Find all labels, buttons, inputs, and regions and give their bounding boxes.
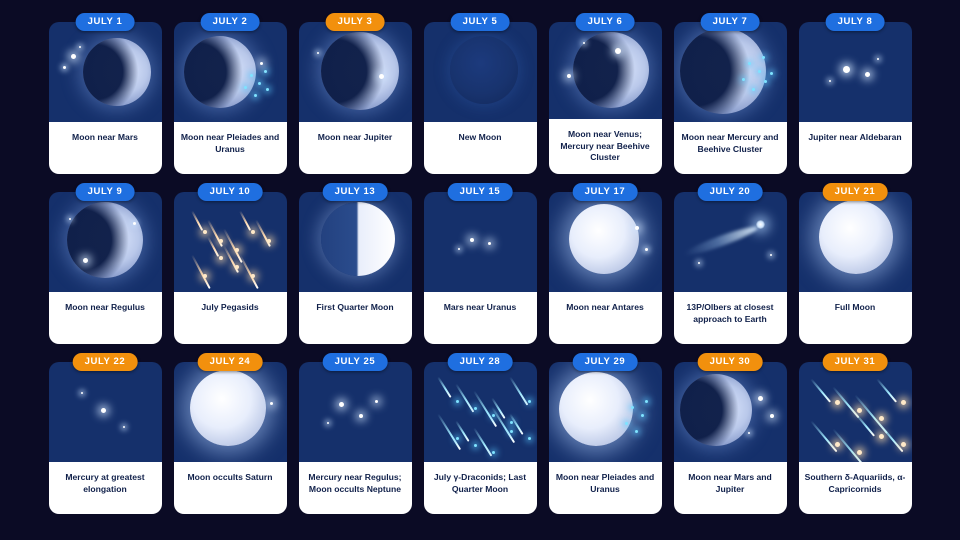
event-illustration — [299, 192, 412, 292]
event-illustration — [424, 362, 537, 462]
glowdot-shape — [857, 408, 862, 413]
sparkle-shape — [645, 400, 648, 403]
event-caption — [549, 462, 662, 514]
star s2-shape — [615, 48, 621, 54]
event-card[interactable] — [549, 186, 662, 344]
event-caption — [674, 462, 787, 514]
star s2-shape — [567, 74, 571, 78]
event-date-badge: JULY 10 — [198, 183, 263, 201]
sparkle-shape — [250, 74, 253, 77]
event-date-badge: JULY 3 — [326, 13, 385, 31]
sparkle-shape — [254, 94, 257, 97]
event-caption-text: Mercury near Regulus; Moon occults Neptune — [308, 472, 402, 494]
event-illustration — [674, 362, 787, 462]
event-card[interactable] — [424, 356, 537, 514]
glowdot-shape — [203, 274, 207, 278]
sparkle-shape — [510, 430, 513, 433]
sparkle-shape — [492, 451, 495, 454]
star-shape — [583, 42, 585, 44]
meteor-shape — [191, 255, 211, 289]
star-shape — [317, 52, 319, 54]
crescent-shape — [83, 38, 151, 106]
event-illustration — [674, 22, 787, 122]
event-caption-text: Full Moon — [834, 302, 876, 312]
star-shape — [69, 218, 71, 220]
event-date-badge: JULY 25 — [323, 353, 388, 371]
star s2-shape — [71, 54, 76, 59]
event-illustration — [424, 22, 537, 122]
star s2-shape — [488, 242, 491, 245]
event-card[interactable] — [674, 16, 787, 174]
event-card[interactable] — [674, 356, 787, 514]
event-date-badge: JULY 15 — [448, 183, 513, 201]
glowdot-shape — [835, 400, 840, 405]
glowdot-shape — [235, 248, 239, 252]
star-shape — [645, 248, 648, 251]
event-card[interactable] — [799, 186, 912, 344]
sparkle-shape — [625, 422, 628, 425]
sparkle-shape — [635, 430, 638, 433]
glowdot-shape — [203, 230, 207, 234]
event-caption — [424, 292, 537, 344]
star-shape — [63, 66, 66, 69]
sparkle-shape — [456, 437, 459, 440]
event-caption — [424, 122, 537, 174]
glowdot-shape — [251, 274, 255, 278]
event-caption — [299, 292, 412, 344]
sparkle-shape — [631, 406, 634, 409]
event-caption-text: Moon near Pleiades and Uranus — [555, 472, 655, 494]
event-illustration — [49, 22, 162, 122]
event-illustration — [299, 362, 412, 462]
meteor-shape — [239, 211, 251, 231]
event-illustration — [49, 362, 162, 462]
glowdot-shape — [219, 239, 223, 243]
meteor cyan-shape — [876, 378, 897, 402]
event-card[interactable] — [674, 186, 787, 344]
event-card[interactable] — [174, 186, 287, 344]
glowdot-shape — [879, 416, 884, 421]
event-caption-text: Jupiter near Aldebaran — [808, 132, 902, 142]
glowdot-shape — [219, 256, 223, 260]
event-caption — [799, 122, 912, 174]
event-caption — [549, 119, 662, 174]
glowdot-shape — [901, 400, 906, 405]
sparkle-shape — [266, 88, 269, 91]
event-caption — [299, 462, 412, 514]
full-moon-shape — [819, 200, 893, 274]
star-shape — [877, 58, 879, 60]
event-illustration — [49, 192, 162, 292]
event-caption-text: New Moon — [458, 132, 502, 142]
sparkle-shape — [764, 80, 767, 83]
event-date-badge: JULY 5 — [451, 13, 510, 31]
star s2-shape — [260, 62, 263, 65]
star s2-shape — [270, 402, 273, 405]
event-caption — [174, 462, 287, 514]
star s2-shape — [635, 226, 639, 230]
sparkle-shape — [752, 88, 755, 91]
event-date-badge: JULY 22 — [73, 353, 138, 371]
event-illustration — [674, 192, 787, 292]
event-caption-text: Southern δ-Aquariids, α-Capricornids — [804, 472, 906, 494]
event-caption — [549, 292, 662, 344]
sparkle-shape — [641, 414, 644, 417]
star-shape — [81, 392, 83, 394]
event-caption-text: Mars near Uranus — [443, 302, 517, 312]
event-caption — [49, 462, 162, 514]
star s2-shape — [339, 402, 344, 407]
event-caption-text: First Quarter Moon — [316, 302, 394, 312]
sparkle-shape — [762, 56, 765, 59]
event-caption — [674, 292, 787, 344]
event-date-badge: JULY 20 — [698, 183, 763, 201]
sparkle-shape — [510, 421, 513, 424]
meteor-shape — [191, 211, 203, 231]
event-caption-text: Moon near Mercury and Beehive Cluster — [681, 132, 779, 154]
event-caption — [799, 462, 912, 514]
crescent-shape — [680, 374, 752, 446]
crescent-shape — [321, 32, 399, 110]
meteor cyan-shape — [473, 427, 492, 456]
event-caption-text: Moon occults Saturn — [187, 472, 273, 482]
event-card[interactable] — [799, 16, 912, 174]
event-date-badge: JULY 7 — [701, 13, 760, 31]
meteor cyan-shape — [810, 378, 831, 402]
event-card[interactable] — [174, 356, 287, 514]
event-caption-text: Moon near Mars and Jupiter — [688, 472, 772, 494]
star s2-shape — [470, 238, 474, 242]
event-illustration — [549, 22, 662, 119]
star-shape — [770, 254, 772, 256]
event-illustration — [799, 362, 912, 462]
meteor cyan-shape — [455, 383, 474, 412]
event-caption — [174, 292, 287, 344]
event-date-badge: JULY 21 — [823, 183, 888, 201]
sparkle-shape — [474, 407, 477, 410]
event-card[interactable] — [424, 16, 537, 174]
sparkle-shape — [492, 414, 495, 417]
event-caption-text: Moon near Jupiter — [317, 132, 393, 142]
event-date-badge: JULY 9 — [76, 183, 135, 201]
sparkle-shape — [528, 400, 531, 403]
sparkle-shape — [456, 400, 459, 403]
glowdot-shape — [879, 434, 884, 439]
event-date-badge: JULY 8 — [826, 13, 885, 31]
event-date-badge: JULY 13 — [323, 183, 388, 201]
sparkle-shape — [264, 70, 267, 73]
event-date-badge: JULY 31 — [823, 353, 888, 371]
event-date-badge: JULY 30 — [698, 353, 763, 371]
sparkle-shape — [758, 70, 761, 73]
event-caption — [49, 122, 162, 174]
event-caption — [299, 122, 412, 174]
glowdot-shape — [901, 442, 906, 447]
star s2-shape — [843, 66, 850, 73]
event-caption-text: July γ-Draconids; Last Quarter Moon — [433, 472, 527, 494]
event-date-badge: JULY 29 — [573, 353, 638, 371]
event-illustration — [174, 22, 287, 122]
meteor cyan-shape — [437, 413, 461, 450]
event-caption — [424, 462, 537, 514]
meteor cyan-shape — [810, 420, 837, 452]
event-card-grid — [44, 16, 916, 514]
event-date-badge: JULY 17 — [573, 183, 638, 201]
event-caption-text: Moon near Pleiades and Uranus — [180, 132, 280, 154]
comet-tail-shape — [682, 223, 759, 259]
event-caption — [174, 122, 287, 174]
event-card[interactable] — [549, 16, 662, 174]
comet-head-shape — [756, 220, 765, 229]
star-shape — [327, 422, 329, 424]
event-illustration — [799, 192, 912, 292]
event-caption — [49, 292, 162, 344]
sparkle-shape — [474, 444, 477, 447]
star s2-shape — [379, 74, 384, 79]
sparkle-shape — [770, 72, 773, 75]
meteor-shape — [239, 255, 259, 289]
event-card[interactable] — [549, 356, 662, 514]
event-illustration — [549, 192, 662, 292]
sparkle-shape — [528, 437, 531, 440]
sparkle-shape — [258, 82, 261, 85]
event-caption — [799, 292, 912, 344]
crescent-shape — [680, 28, 766, 114]
full-moon-shape — [190, 370, 266, 446]
full-moon-shape — [569, 204, 639, 274]
star s2-shape — [83, 258, 88, 263]
event-caption-text: July Pegasids — [201, 302, 259, 312]
star s2-shape — [758, 396, 763, 401]
half-moon-shape — [321, 202, 395, 276]
event-caption-text: Mercury at greatest elongation — [65, 472, 145, 494]
event-illustration — [799, 22, 912, 122]
event-caption — [674, 122, 787, 174]
star s2-shape — [770, 414, 774, 418]
event-card[interactable] — [49, 356, 162, 514]
event-card[interactable] — [174, 16, 287, 174]
event-caption-text: 13P/Olbers at closest approach to Earth — [686, 302, 774, 324]
meteor cyan-shape — [509, 376, 528, 405]
event-illustration — [174, 362, 287, 462]
star s2-shape — [375, 400, 378, 403]
event-illustration — [424, 192, 537, 292]
sparkle-shape — [244, 86, 247, 89]
star-shape — [123, 426, 125, 428]
glowdot-shape — [857, 450, 862, 455]
star s2-shape — [865, 72, 870, 77]
star-shape — [698, 262, 700, 264]
star-shape — [79, 46, 81, 48]
star-shape — [748, 432, 750, 434]
event-illustration — [299, 22, 412, 122]
meteor-shape — [223, 229, 243, 263]
star-shape — [133, 222, 136, 225]
glowdot-shape — [251, 230, 255, 234]
event-card[interactable] — [49, 16, 162, 174]
meteor cyan-shape — [437, 376, 451, 397]
star-shape — [829, 80, 831, 82]
glowdot-shape — [235, 265, 239, 269]
crescent-shape — [184, 36, 256, 108]
dark-moon-shape — [450, 36, 518, 104]
star s2-shape — [359, 414, 363, 418]
event-card[interactable] — [299, 356, 412, 514]
event-caption-text: Moon near Antares — [566, 302, 644, 312]
event-caption-text: Moon near Mars — [72, 132, 138, 142]
event-date-badge: JULY 6 — [576, 13, 635, 31]
sparkle-shape — [742, 78, 745, 81]
event-date-badge: JULY 2 — [201, 13, 260, 31]
event-caption-text: Moon near Regulus — [65, 302, 145, 312]
glowdot-shape — [267, 239, 271, 243]
crescent-shape — [67, 202, 143, 278]
star-shape — [458, 248, 460, 250]
glowdot-shape — [835, 442, 840, 447]
event-date-badge: JULY 28 — [448, 353, 513, 371]
event-date-badge: JULY 24 — [198, 353, 263, 371]
event-card[interactable] — [799, 356, 912, 514]
event-illustration — [174, 192, 287, 292]
event-caption-text: Moon near Venus; Mercury near Beehive Cluster — [560, 129, 650, 163]
sparkle-shape — [748, 62, 751, 65]
event-date-badge: JULY 1 — [76, 13, 135, 31]
event-card[interactable] — [424, 186, 537, 344]
event-card[interactable] — [49, 186, 162, 344]
event-card[interactable] — [299, 16, 412, 174]
star s2-shape — [101, 408, 106, 413]
event-illustration — [549, 362, 662, 462]
event-card[interactable] — [299, 186, 412, 344]
full-moon-shape — [559, 372, 633, 446]
